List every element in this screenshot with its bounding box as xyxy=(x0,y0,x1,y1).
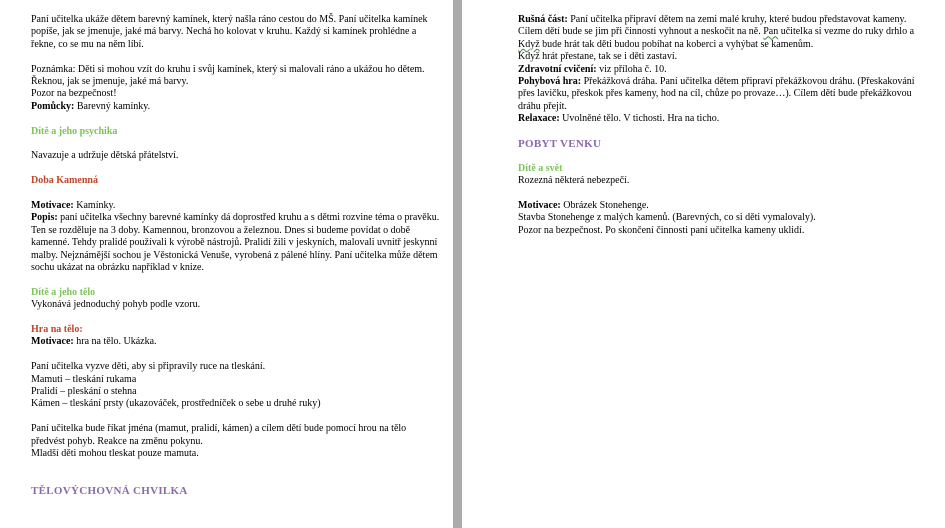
heading-doba-kamenna: Doba Kamenná xyxy=(31,175,98,187)
rusna-label: Rušná část: xyxy=(518,14,568,25)
hra-line: Kámen – tleskání prsty (ukazováček, prostředníček o sebe u druhé ruky) xyxy=(31,398,321,410)
heading-pobyt-venku: POBYT VENKU xyxy=(518,138,602,151)
stavba-line: Stavba Stonehenge z malých kamenů. (Barevných, co si děti vymalovaly). xyxy=(518,212,816,224)
document-page-right xyxy=(462,0,945,528)
motivace-text: Kamínky. xyxy=(73,200,116,212)
pomucky-line xyxy=(31,101,441,113)
motivace-venku-label: Motivace: xyxy=(518,200,561,212)
popis-paragraph xyxy=(31,212,441,274)
pohybova-text: Překážková dráha. Paní učitelka dětem připraví překážkovou dráhu. (Přeskakování přes lavičku, přeskok přes kameny, hod na cíl, chůze po provaze…). Cílem dětí bude překážkovou dráhu přejít. xyxy=(518,76,915,112)
hra-line: Paní učitelka vyzve děti, aby si připravily ruce na tleskání. xyxy=(31,361,266,373)
popis-label: Popis: xyxy=(31,212,58,224)
svet-text: Rozezná některá nebezpečí. xyxy=(518,175,630,187)
popis-text: paní učitelka všechny barevné kamínky dá doprostřed kruhu a s dětmi rozvine téma o pravěku. Ten se rozděluje na 3 doby. Kamennou, bronzovou a železnou. Dnes si budeme povídat o době kamenné. Tehdy pralidé používali k výrobě nástrojů. Pralidí žili v jeskyních, malovali uvnitř jeskynní malby. Nejznámější sochou je Věstonická Venuše, vyrobená z pálené hlíny. Paní učitelka může dětem sochu ukázat na obrázku například v knize. xyxy=(31,212,440,274)
pohybova-paragraph xyxy=(518,76,933,113)
relaxace-line xyxy=(518,113,933,125)
heading-telovychovna-chvilka: TĚLOVÝCHOVNÁ CHVILKA xyxy=(31,485,188,498)
note-paragraph: Poznámka: Děti si mohou vzít do kruhu i svůj kamínek, který si malovali ráno a ukážou ho dětem. Řeknou, jak se jmenuje, jaké má barvy. xyxy=(31,63,425,88)
motivace-hra-text: hra na tělo. Ukázka. xyxy=(73,336,157,348)
document-page-left xyxy=(0,0,453,528)
motivace-hra-label: Motivace: xyxy=(31,336,74,348)
safety-line: Pozor na bezpečnost! xyxy=(31,88,117,100)
pomucky-text: Barevný kamínky. xyxy=(74,100,151,112)
zdravotni-text: viz příloha č. 10. xyxy=(596,63,667,75)
psychika-text: Navazuje a udržuje dětská přátelství. xyxy=(31,150,179,162)
final-paragraph: Paní učitelka bude říkat jména (mamut, pralidí, kámen) a cílem dětí bude pomocí hrou na tělo předvést pohyb. Reakce na změnu pokynu. xyxy=(31,423,407,447)
final-line: Mladší děti mohou tleskat pouze mamuta. xyxy=(31,448,199,460)
heading-dite-a-svet: Dítě a svět xyxy=(518,162,563,174)
relaxace-text: Uvolněné tělo. V tichosti. Hra na ticho. xyxy=(559,113,720,125)
rusna-text-b: učitelka si vezme do ruky drhlo a xyxy=(778,26,915,38)
intro-paragraph: Paní učitelka ukáže dětem barevný kamínek, který našla ráno cestou do MŠ. Paní učitelka kamínek popíše, jak se jmenuje, jaké má barvy. Nechá ho kolovat v kruhu. Každý si kamínek prohlédne a řekne, co se mu na něm líbí. xyxy=(31,14,428,50)
hra-line: Mamuti – tleskání rukama xyxy=(31,373,137,385)
spelling-mark: Když xyxy=(518,38,540,50)
zdravotni-label: Zdravotní cvičení: xyxy=(518,63,597,75)
motivace-venku-line xyxy=(518,200,933,212)
pozor-line: Pozor na bezpečnost. Po skončení činnosti paní učitelka kameny uklidí. xyxy=(518,224,805,236)
heading-psychika: Dítě a jeho psychika xyxy=(31,125,118,137)
relaxace-label: Relaxace: xyxy=(518,113,560,125)
hra-line: Pralidí – pleskání o stehna xyxy=(31,386,137,398)
motivace-venku-text: Obrázek Stonehenge. xyxy=(560,200,649,212)
heading-hra-na-telo: Hra na tělo: xyxy=(31,324,83,336)
heading-telo: Dítě a jeho tělo xyxy=(31,286,96,298)
rusna-text-c: bude hrát tak děti budou pobíhat na koberci a vyhýbat se kamenům. xyxy=(539,38,814,50)
pohybova-label: Pohybová hra: xyxy=(518,76,582,88)
motivace-label: Motivace: xyxy=(31,200,74,212)
telo-text: Vykonává jednoduchý pohyb podle vzoru. xyxy=(31,299,201,311)
pomucky-label: Pomůcky: xyxy=(31,100,75,112)
rusna-line-2: Když hrát přestane, tak se i děti zastaví. xyxy=(518,51,678,63)
motivace-hra-line xyxy=(31,336,441,348)
zdravotni-line xyxy=(518,64,933,76)
spelling-mark: Pan xyxy=(763,26,779,38)
rusna-text-a: Paní učitelka připraví dětem na zemi malé kruhy, které budou představovat kameny. Cílem dětí bude se jim při činnosti vyhnout a neskočit na ně. xyxy=(518,14,907,38)
motivace-line xyxy=(31,200,441,212)
rusna-paragraph xyxy=(518,14,933,51)
